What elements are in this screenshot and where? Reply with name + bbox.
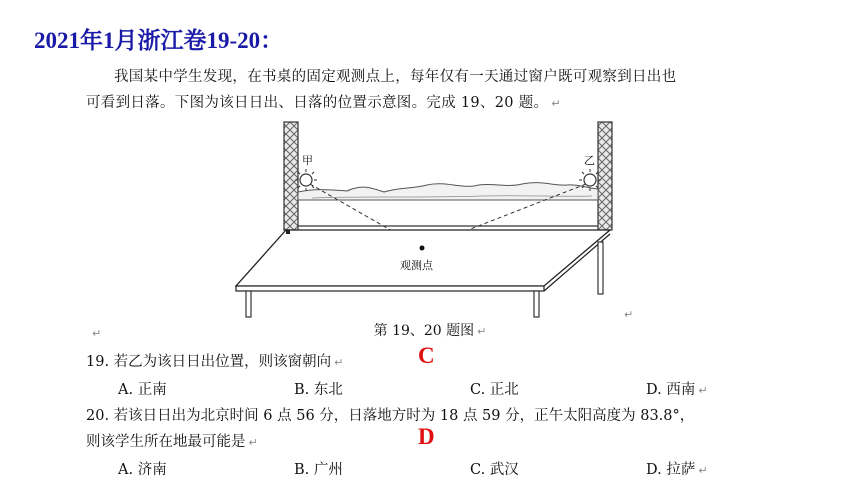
intro-line-2 [86, 90, 786, 117]
q20-option-d [646, 458, 708, 479]
paragraph-mark-icon: ↵ [551, 97, 561, 110]
label-observation-point: 观测点 [400, 259, 433, 272]
q20-option-a: A. 济南 [118, 462, 167, 478]
figure-caption-text: 第 19、20 题图 [373, 323, 475, 339]
paragraph-mark-icon: ↵ [334, 356, 344, 369]
q19-option-d-text: D. 西南 [646, 382, 696, 398]
paragraph-mark-icon: ↵ [92, 327, 102, 340]
desk-top [236, 230, 610, 286]
figure-caption [0, 320, 860, 340]
label-yi: 乙 [584, 154, 595, 167]
answer-20: D [418, 424, 435, 449]
paragraph-mark-icon: ↵ [698, 384, 708, 397]
paragraph-mark-icon: ↵ [624, 308, 634, 321]
desk-leg-front-right [534, 291, 539, 317]
question-19 [86, 350, 343, 371]
desk-leg-front-left [246, 291, 251, 317]
q20-option-d-text: D. 拉萨 [646, 462, 696, 478]
answer-19: C [418, 343, 435, 368]
q19-option-d [646, 378, 708, 399]
intro-line-2-text: 可看到日落。下图为该日日出、日落的位置示意图。完成 19、20 题。 [86, 95, 549, 111]
observation-point [420, 246, 425, 251]
q20-option-b: B. 广州 [294, 462, 343, 478]
left-window-frame [284, 122, 298, 230]
sunrise-sunset-figure [222, 118, 642, 318]
desk-leg-back-right [598, 242, 603, 294]
desk-front-edge [236, 286, 544, 291]
q20-option-c: C. 武汉 [470, 462, 519, 478]
question-20-line-2-text: 则该学生所在地最可能是 [86, 434, 246, 450]
intro-text [86, 64, 786, 117]
paragraph-mark-icon: ↵ [698, 464, 708, 477]
label-jia: 甲 [302, 154, 313, 167]
q19-option-a: A. 正南 [118, 382, 167, 398]
question-20-line-1: 20. 若该日日出为北京时间 6 点 56 分，日落地方时为 18 点 59 分，正午太阳高度为 83.8°， [86, 408, 695, 424]
intro-line-1: 我国某中学生发现，在书桌的固定观测点上，每年仅有一天通过窗户既可观察到日出也 [114, 69, 677, 85]
question-20-line-2 [86, 430, 258, 451]
paragraph-mark-icon: ↵ [248, 436, 258, 449]
paragraph-mark-icon: ↵ [477, 325, 487, 338]
right-window-frame [598, 122, 612, 230]
q19-option-c: C. 正北 [470, 382, 519, 398]
question-19-text: 19. 若乙为该日日出位置，则该窗朝向 [86, 354, 332, 370]
page-title: 2021年1月浙江卷19-20： [34, 28, 284, 53]
q19-option-b: B. 东北 [294, 382, 343, 398]
